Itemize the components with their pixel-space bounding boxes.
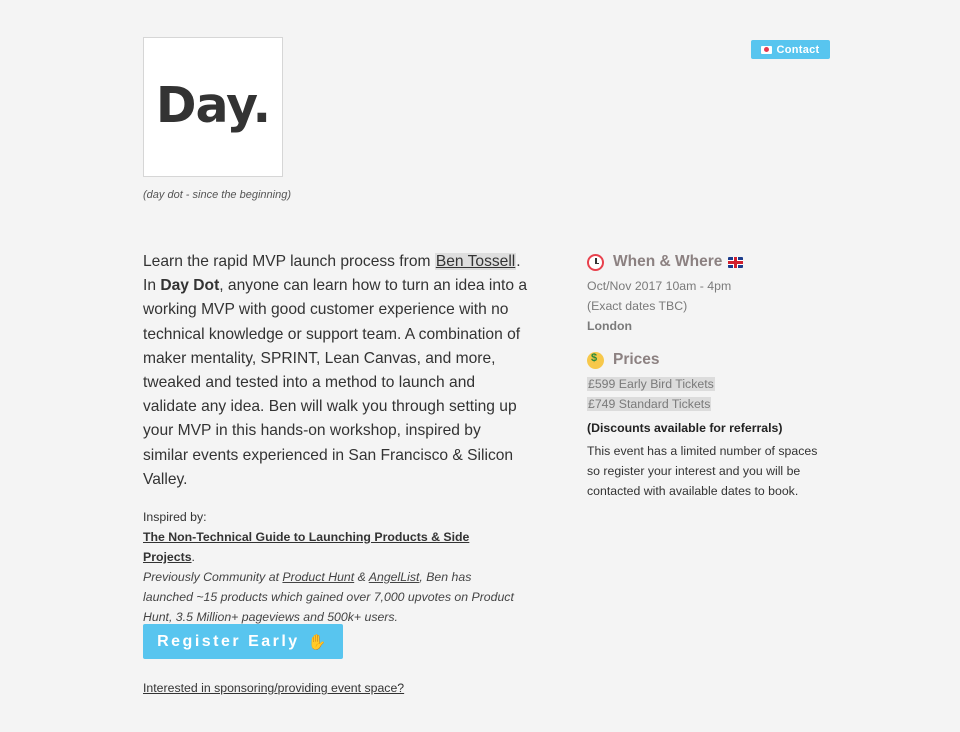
tagline: (day dot - since the beginning): [143, 189, 291, 201]
inspired-label: Inspired by:: [143, 510, 207, 524]
register-early-button[interactable]: [143, 624, 343, 659]
event-location: London: [587, 319, 633, 333]
alarm-clock-icon: [587, 254, 604, 271]
angellist-link[interactable]: AngelList: [368, 570, 420, 584]
uk-flag-icon: [728, 257, 743, 268]
contact-label: Contact: [776, 43, 820, 56]
envelope-heart-icon: [761, 46, 772, 54]
money-face-icon: [587, 352, 604, 369]
ben-tossell-link[interactable]: Ben Tossell: [435, 253, 516, 270]
raised-hand-icon: ✋: [307, 633, 329, 651]
bio-text: Previously Community at Product Hunt & AngelList, Ben has launched ~15 products which gained over 7,000 upvotes on Product Hunt, 3.5 Million+ pageviews and 500k+ users.: [143, 570, 514, 624]
sponsor-link[interactable]: Interested in sponsoring/providing event space?: [143, 681, 405, 695]
brand-name: Day Dot: [160, 277, 220, 295]
logo-text: Day.: [155, 76, 271, 134]
contact-button[interactable]: [751, 40, 830, 59]
event-dates-note: (Exact dates TBC): [587, 299, 688, 313]
product-hunt-link[interactable]: Product Hunt: [282, 570, 355, 584]
inspired-section: Inspired by: The Non-Technical Guide to Launching Products & Side Projects. Previously Community at Product Hunt & AngelList, Ben has launched ~15 products which gained over 7,000 upvotes on Product Hunt, 3.5 Million+ pageviews and 500k+ users.: [143, 507, 523, 627]
intro-paragraph: Learn the rapid MVP launch process from Ben Tossell. In Day Dot, anyone can learn how to turn an idea into a working MVP with good customer experience with no technical knowledge or support team. A combination of maker mentality, SPRINT, Lean Canvas, and more, tweaked and tested into a method to launch and validate any idea. Ben will walk you through setting up your MVP in this hands-on workshop, inspired by similar events experienced in San Francisco & Silicon Valley.: [143, 253, 528, 488]
logo: [143, 37, 283, 177]
prices-heading: $ Prices: [587, 348, 827, 372]
guide-link[interactable]: The Non-Technical Guide to Launching Products & Side Projects: [143, 530, 470, 564]
when-where-heading: When & Where: [587, 250, 827, 274]
register-label: Register Early: [157, 632, 300, 650]
event-details: [587, 250, 827, 501]
early-bird-price: £599 Early Bird Tickets: [588, 377, 714, 391]
discount-note: (Discounts available for referrals): [587, 421, 783, 435]
standard-price: £749 Standard Tickets: [588, 397, 711, 411]
event-time: Oct/Nov 2017 10am - 4pm: [587, 279, 732, 293]
limited-spaces-note: This event has a limited number of spaces so register your interest and you will be contacted with available dates to book.: [587, 444, 818, 498]
